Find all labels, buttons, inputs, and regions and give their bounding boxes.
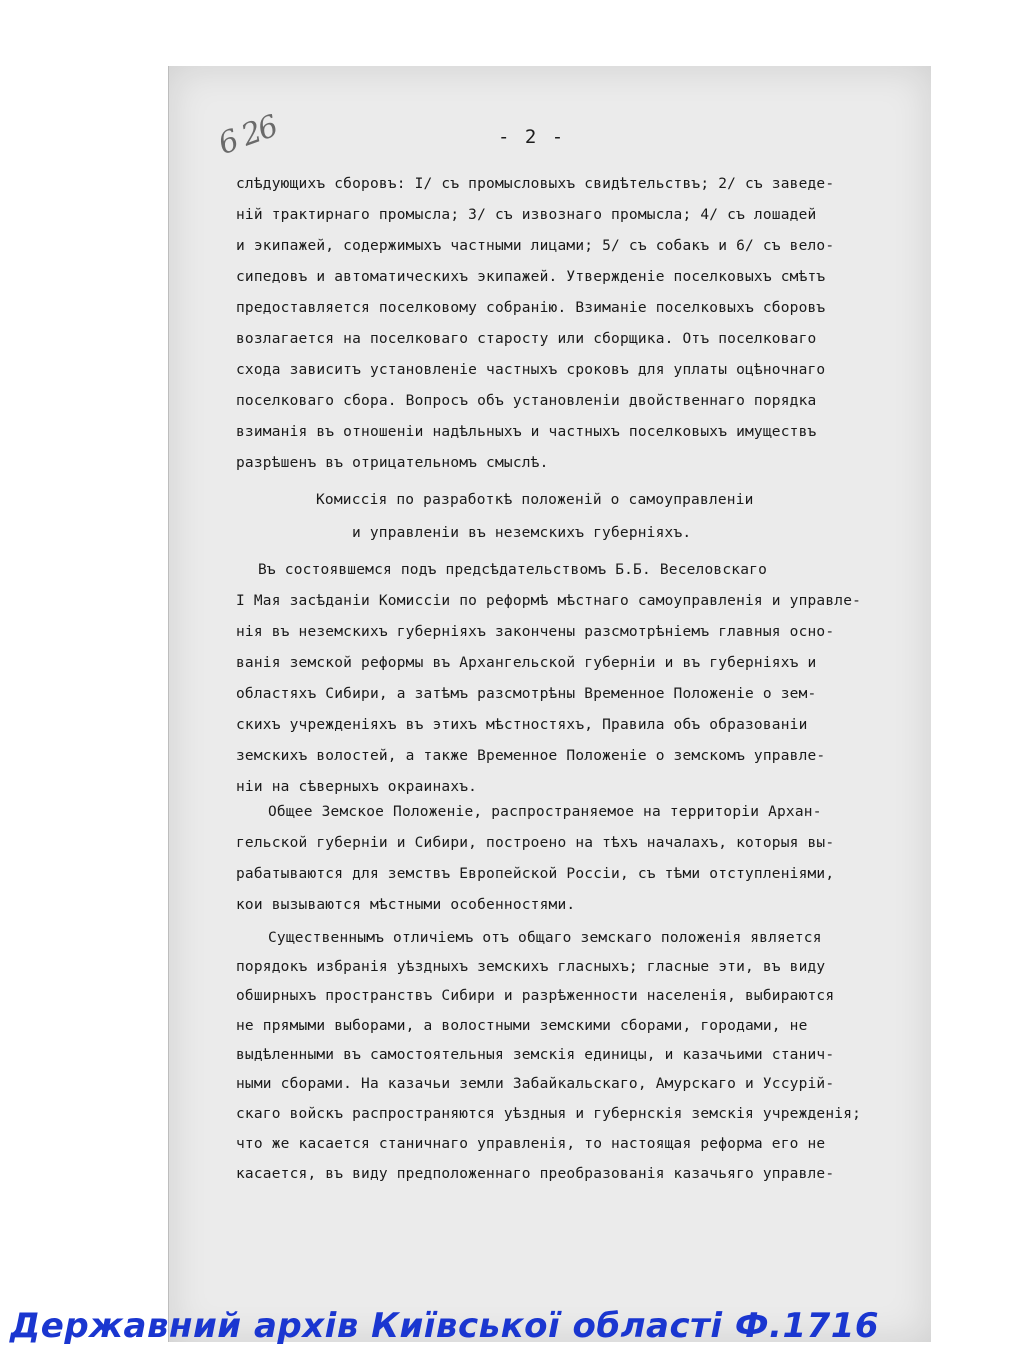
- text-line: ній трактирнаго промысла; 3/ съ извознаго промысла; 4/ съ лошадей: [236, 207, 817, 223]
- text-line: порядокъ избранія уѣздныхъ земскихъ гласныхъ; гласные эти, въ виду: [236, 959, 826, 975]
- heading-line: Комиссія по разработкѣ положеній о самоуправленіи: [316, 492, 754, 508]
- text-line: I Мая засѣданіи Комиссіи по реформѣ мѣстнаго самоуправленія и управле-: [236, 593, 862, 609]
- text-line: нія въ неземскихъ губерніяхъ закончены разсмотрѣніемъ главныя осно-: [236, 624, 835, 640]
- text-line: разрѣшенъ въ отрицательномъ смыслѣ.: [236, 455, 549, 471]
- text-line: кои вызываются мѣстными особенностями.: [236, 897, 576, 913]
- archive-number-mark: 6 26: [213, 109, 282, 162]
- text-line: взиманія въ отношеніи надѣльныхъ и частныхъ поселковыхъ имуществъ: [236, 424, 817, 440]
- text-line: ванія земской реформы въ Архангельской губерніи и въ губерніяхъ и: [236, 655, 817, 671]
- text-line: схода зависитъ установленіе частныхъ сроковъ для уплаты оцѣночнаго: [236, 362, 826, 378]
- text-line: возлагается на поселковаго старосту или сборщика. Отъ поселковаго: [236, 331, 817, 347]
- text-line: гельской губерніи и Сибири, построено на тѣхъ началахъ, которыя вы-: [236, 835, 835, 851]
- text-line: предоставляется поселковому собранію. Взиманіе поселковыхъ сборовъ: [236, 300, 826, 316]
- text-line: касается, въ виду предположеннаго преобразованія казачьяго управле-: [236, 1166, 835, 1182]
- text-line: Существеннымъ отличіемъ отъ общаго земскаго положенія является: [268, 930, 822, 946]
- text-line: и экипажей, содержимыхъ частными лицами; 5/ съ собакъ и 6/ съ вело-: [236, 238, 835, 254]
- text-line: поселковаго сбора. Вопросъ объ установленіи двойственнаго порядка: [236, 393, 817, 409]
- text-line: ными сборами. На казачьи земли Забайкальскаго, Амурскаго и Уссурій-: [236, 1076, 835, 1092]
- text-line: выдѣленными въ самостоятельныя земскія единицы, и казачьими станич-: [236, 1047, 835, 1063]
- text-line: слѣдующихъ сборовъ: I/ съ промысловыхъ свидѣтельствъ; 2/ съ заведе-: [236, 176, 835, 192]
- archive-caption: Державний архів Київської області Ф.1716: [10, 1306, 880, 1346]
- text-line: Въ состоявшемся подъ предсѣдательствомъ Б.Б. Веселовскаго: [258, 562, 767, 578]
- text-line: областяхъ Сибири, а затѣмъ разсмотрѣны Временное Положеніе о зем-: [236, 686, 817, 702]
- text-line: что же касается станичнаго управленія, то настоящая реформа его не: [236, 1136, 826, 1152]
- text-line: скихъ учрежденіяхъ въ этихъ мѣстностяхъ, Правила объ образованіи: [236, 717, 808, 733]
- text-line: скаго войскъ распространяются уѣздныя и губернскія земскія учрежденія;: [236, 1106, 862, 1122]
- text-line: обширныхъ пространствъ Сибири и разрѣженности населенія, выбираются: [236, 988, 835, 1004]
- text-line: Общее Земское Положеніе, распространяемое на территоріи Архан-: [268, 804, 822, 820]
- text-line: не прямыми выборами, а волостными земскими сборами, городами, не: [236, 1018, 808, 1034]
- text-line: сипедовъ и автоматическихъ экипажей. Утвержденіе поселковыхъ смѣтъ: [236, 269, 826, 285]
- heading-line: и управленіи въ неземскихъ губерніяхъ.: [352, 525, 692, 541]
- text-line: ніи на сѣверныхъ окраинахъ.: [236, 779, 478, 795]
- page-number: - 2 -: [498, 126, 566, 148]
- text-line: рабатываются для земствъ Европейской Россіи, съ тѣми отступленіями,: [236, 866, 835, 882]
- text-line: земскихъ волостей, а также Временное Положеніе о земскомъ управле-: [236, 748, 826, 764]
